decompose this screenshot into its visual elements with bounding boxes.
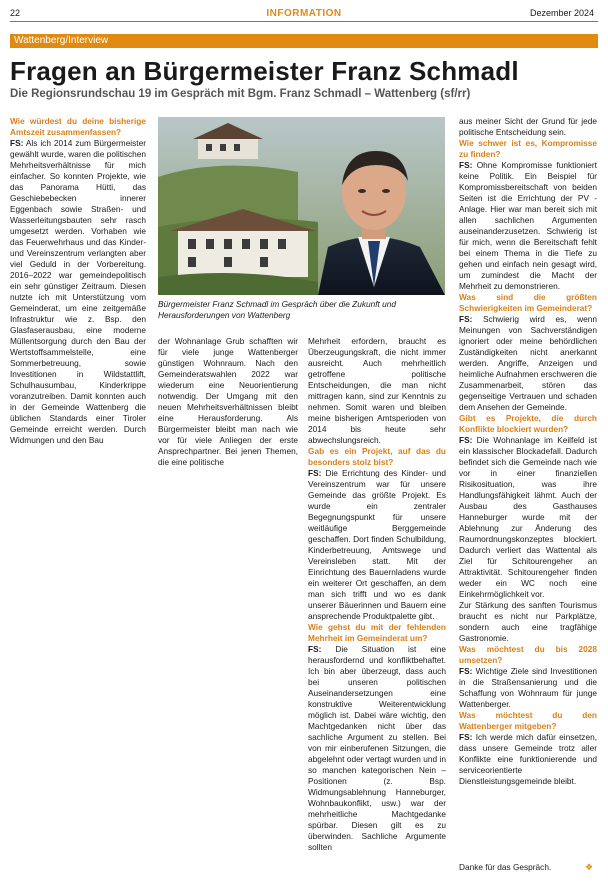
speaker-label: FS: xyxy=(459,160,473,170)
answer-3-end: aus meiner Sicht der Grund für jede politische Entscheidung sein. xyxy=(459,116,597,137)
header-rule xyxy=(10,21,598,22)
question-2: Gab es ein Projekt, auf das du besonders stolz bist? xyxy=(308,446,446,467)
end-mark-icon: ❖ xyxy=(585,862,594,872)
question-8: Was möchtest du den Wattenberger mitgeben? xyxy=(459,710,597,731)
speaker-label: FS: xyxy=(308,468,322,478)
answer-1: Als ich 2014 zum Bürgermeister gewählt wurde, waren die politischen Mehrheitsverhältnisse für mich einfacher. So konnten Projekte, wie das Panorama Hütti, das Geschiebebecken innerer Eggenbach sowie Straßen- und Wasserleitungsbauten sehr rasch umgesetzt werden. Vorhaben wie das Feuerwehrhaus und das Kinder- und Vereinszentrum verlangten aber viel Geduld in der Vorbereitung. 2016–2022 war gemeindepolitisch ein sehr günstiger Zeitraum. Diesen nutzte ich mit Unterstützung vom Gemeinderat, um eine zeitgemäße Infrastruktur wie z. Bsp. den Glasfaserausbau, eine moderne Müllentsorgung durch den Bau der Wertstoffsammelstelle, eine Sommerbetreuung, sowie Investitionen in Wildstattlift, Schulhausumbau, Kinderkrippe voranzutreiben. Damit konnten auch in der Gemeinde Wattenberg die üblichen Standards einer Tiroler Gemeinde erreicht werden. Durch Widmungen und den Bau xyxy=(10,138,146,445)
speaker-label: FS: xyxy=(459,435,473,445)
question-5: Was sind die größten Schwierigkeiten im Gemeinderat? xyxy=(459,292,597,313)
article-subtitle: Die Regionsrundschau 19 im Gespräch mit Bgm. Franz Schmadl – Wattenberg (sf/rr) xyxy=(10,88,471,100)
answer-4: Ohne Kompromisse funktioniert keine Politik. Ein Beispiel für Kompromissbereitschaft von beiden Seiten ist die Errichtung der PV - Anlage. Hier war man bereit sich mit allen sachlichen Argumenten auseinanderzusetzen. Schwierig ist für mich, wenn die Bereitschaft fehlt bei einem Thema in die Tiefe zu gehen und einfach nein gesagt wird, um zumindest die Macht der Mehrheit zu demonstrieren. xyxy=(459,160,597,291)
section-title: INFORMATION xyxy=(266,8,342,19)
article-headline: Fragen an Bürgermeister Franz Schmadl xyxy=(10,56,519,86)
column-1 xyxy=(10,116,146,480)
answer-8: Ich werde mich dafür einsetzen, dass unsere Gemeinde trotz aller Konflikte eine funktionierende und serviceorientierte Dienstleistungsgemeinde bleibt. xyxy=(459,732,597,786)
column-2 xyxy=(158,336,298,480)
category-tag xyxy=(10,34,598,48)
closing-line: Danke für das Gespräch. xyxy=(459,862,552,872)
question-3: Wie gehst du mit der fehlenden Mehrheit im Gemeinderat um? xyxy=(308,622,446,643)
category-tag-label: Wattenberg/Interview xyxy=(14,35,109,46)
question-7: Was möchtest du bis 2028 umsetzen? xyxy=(459,644,597,665)
answer-6-continued: Zur Stärkung des sanften Tourismus braucht es nicht nur Parkplätze, sondern auch eine tragfähige Gastronomie. xyxy=(459,600,597,643)
question-1: Wie würdest du deine bisherige Amtszeit zusammenfassen? xyxy=(10,116,146,137)
mayor-photo xyxy=(158,117,445,295)
question-4: Wie schwer ist es, Kompromisse zu finden? xyxy=(459,138,597,159)
answer-1-continued: der Wohnanlage Grub schafften wir für viele junge Wattenberger günstigen Wohnraum. Nach den Gemeinderatswahlen 2022 war wiederum eine Neuorientierung notwendig. Der Umgang mit den neuen Mehrheitsverhältnissen bleibt eine Herausforderung. Als Bürgermeister bleibt man nach wie vor für viele Anliegen der erste Ansprechpartner. Bei jenen Themen, die eine politische xyxy=(158,336,298,467)
speaker-label: FS: xyxy=(10,138,24,148)
question-6: Gibt es Projekte, die durch Konflikte blockiert wurden? xyxy=(459,413,597,434)
photo-illustration xyxy=(158,117,445,295)
answer-1-end: Mehrheit erfordern, braucht es Überzeugungskraft, die nicht immer ausreicht. Auch mehrheitlich getroffene politische Entscheidungen, die man nicht mittragen kann, sind zur Kenntnis zu nehmen. Somit waren und bleiben meine bisherigen Amtsperioden von 2014 bis heute sehr abwechslungsreich. xyxy=(308,336,446,445)
answer-5: Schwierig wird es, wenn Meinungen von Sachverständigen ignoriert oder meine behördlichen Zuständigkeiten nicht anerkannt werden. Angriffe, Anzeigen und heimliche Aufnahmen erschweren die Zusammenarbeit, stören das gegenseitige Vertrauen und schaden dem Ansehen der Gemeinde. xyxy=(459,314,597,412)
page-header xyxy=(0,0,608,22)
speaker-label: FS: xyxy=(459,666,473,676)
answer-7: Wichtige Ziele sind Investitionen in die Straßensanierung und die Schaffung von Wohnraum für junge Wattenberger. xyxy=(459,666,597,709)
answer-3: Die Situation ist eine herausfordernd und konfliktbehaftet. Ich bin aber überzeugt, dass auch bei unseren politischen Auseinandersetzungen eine konstruktive Weiterentwicklung möglich ist. Dabei wäre wichtig, den Machtgedanken nicht über das sachliche Argument zu stellen. Bei von mir einberufenen Sitzungen, die abgelehnt oder vertagt wurden und in so manchen kategorischen Nein – Positionen (z. Bsp. Widmungsablehnung Hanneburger, Wohnbaukonflikt, usw.) war der mehrheitliche Machtgedanke spürbar. Diesen gilt es zu überwinden. Sachliche Argumente sollten xyxy=(308,644,446,852)
speaker-label: FS: xyxy=(308,644,322,654)
photo-caption: Bürgermeister Franz Schmadl im Gespräch über die Zukunft und Herausforderungen von Wattenberg xyxy=(158,299,396,320)
column-3 xyxy=(308,336,446,876)
answer-6: Die Wohnanlage im Keilfeld ist ein klassischer Blockadefall. Dadurch befindet sich die Gemeinde nach wie vor in einer finanziellen Risikosituation, was ihre Handlungsfähigkeit lähmt. Auch der Ausbau des Gasthauses Hanneburger wurde mit der Ablehnung zur Änderung des Raumordnungskonzeptes blockiert. Dadurch verliert das Wattental als Ziel für Schitourengeher an Attraktivität. Schitourengeher finden weder ein WC noch eine Einkehrmöglichkeit vor. xyxy=(459,435,597,599)
page-number: 22 xyxy=(10,8,21,18)
column-4 xyxy=(459,116,597,856)
issue-date: Dezember 2024 xyxy=(529,8,594,18)
speaker-label: FS: xyxy=(459,314,473,324)
speaker-label: FS: xyxy=(459,732,473,742)
answer-2: Die Errichtung des Kinder- und Vereinszentrum war für unsere Gemeinde das größte Projekt. Es wurde ein zentraler Begegnungspunkt für unsere weitläufige Berggemeinde geschaffen. Dort finden Schulbildung, Kinderbetreuung, Amtswege und Vereinsleben statt. Mit der Einrichtung des Bauernladens wurde ein weiterer Ort geschaffen, an dem man sich trifft und wo es dank unserer Bäuerinnen und Bauern eine ansprechende Produktpalette gibt. xyxy=(308,468,446,621)
